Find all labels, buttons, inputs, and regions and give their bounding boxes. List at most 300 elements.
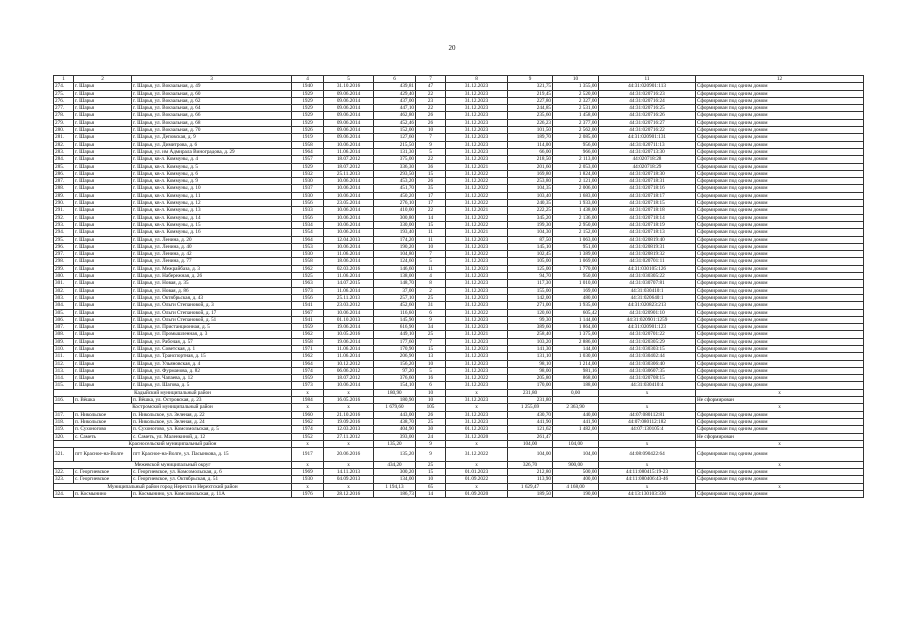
table-row	[54, 316, 864, 323]
table-cell: 11.06.2014	[324, 287, 374, 294]
table-cell: 2 113,00	[553, 156, 599, 163]
subtotal-cell: x	[446, 440, 508, 447]
table-row	[54, 367, 864, 374]
table-cell: 1940	[292, 83, 324, 90]
table-cell: 389,60	[508, 324, 553, 331]
table-cell: 1964	[292, 236, 324, 243]
table-row	[54, 119, 864, 126]
table-row	[54, 476, 864, 483]
table-cell: п. Никольское	[74, 418, 132, 425]
table-cell: 31.12.2023	[446, 382, 508, 389]
table-cell: 44:31:030410:4	[599, 382, 696, 389]
table-cell: 441,90	[553, 418, 599, 425]
table-cell: 44:31:020718:15	[599, 200, 696, 207]
table-cell: Сформирован под одним домом	[696, 178, 864, 185]
table-row	[54, 309, 864, 316]
table-cell: Сформирован под одним домом	[696, 448, 864, 462]
table-cell: 1929	[292, 105, 324, 112]
table-cell: г. Шарья, кв-л. Коммуны, д. 13	[132, 207, 292, 214]
table-cell: 279.	[54, 119, 74, 126]
table-cell: 31.12.2023	[446, 112, 508, 119]
table-cell: 25.11.2013	[324, 294, 374, 301]
table-cell: 44:31:020718:16	[599, 185, 696, 192]
table-cell: 1930	[292, 178, 324, 185]
table-cell: 87,50	[508, 236, 553, 243]
table-cell: 258,40	[508, 331, 553, 338]
table-cell: 31.12.2023	[446, 302, 508, 309]
header-cell: 2	[74, 76, 132, 83]
subtotal-cell: 135,20	[374, 440, 416, 447]
table-row	[54, 433, 864, 440]
table-cell: 1937	[292, 185, 324, 192]
table-row	[54, 490, 864, 497]
table-cell: 09.06.2014	[324, 97, 374, 104]
table-cell: 31.12.2023	[446, 97, 508, 104]
table-cell: 44:31:020716:25	[599, 105, 696, 112]
table-cell: 1 355,00	[553, 83, 599, 90]
table-cell: 336,30	[374, 163, 416, 170]
table-cell: Сформирован под одним домом	[696, 490, 864, 497]
table-row	[54, 141, 864, 148]
table-cell: 452,60	[374, 302, 416, 309]
subtotal-row	[54, 389, 864, 396]
table-cell: 447,10	[374, 105, 416, 112]
table-cell: 321.	[54, 448, 74, 462]
table-cell: Сформирован под одним домом	[696, 287, 864, 294]
table-cell: 104,80	[374, 251, 416, 258]
table-cell: 10.06.2014	[324, 214, 374, 221]
table-cell: 605,42	[553, 309, 599, 316]
table-cell: 1925	[292, 273, 324, 280]
table-cell: 10.05.2016	[324, 331, 374, 338]
table-cell: 1962	[292, 265, 324, 272]
header-cell: 6	[374, 76, 416, 83]
table-cell: с. Георгиевское, ул. Комсомольская, д. 6	[132, 469, 292, 476]
table-cell: Сформирован под одним домом	[696, 294, 864, 301]
table-cell: Сформирован под одним домом	[696, 207, 864, 214]
table-cell: 44:31:020701:11	[599, 258, 696, 265]
table-cell: 44:31:020823:213	[599, 302, 696, 309]
table-row	[54, 287, 864, 294]
table-cell: 205,80	[508, 375, 553, 382]
subtotal-cell: x	[446, 483, 508, 490]
table-cell: 31.12.2022	[446, 251, 508, 258]
table-cell: 31.12.2022	[446, 185, 508, 192]
table-cell: г. Шарья, ул. Шагова, д. 5	[132, 382, 292, 389]
table-cell: 1953	[292, 243, 324, 250]
table-cell: Сформирован под одним домом	[696, 280, 864, 287]
table-cell: 450,20	[374, 192, 416, 199]
table-cell: 44:31:030410:1	[599, 287, 696, 294]
table-cell: 215,50	[374, 141, 416, 148]
table-cell: 1 375,00	[553, 331, 599, 338]
table-cell	[553, 397, 599, 404]
table-cell: 345,20	[508, 214, 553, 221]
table-cell: 1 030,00	[553, 353, 599, 360]
table-cell: Сформирован под одним домом	[696, 170, 864, 177]
table-cell: 31.12.2023	[446, 141, 508, 148]
table-cell: 44:31:030402:44	[599, 353, 696, 360]
table-cell: 2 950,00	[553, 221, 599, 228]
table-cell: 25.11.2013	[324, 170, 374, 177]
district-title: Муниципальный район город Нерехта и Нерехтский район	[54, 483, 292, 490]
table-cell: 281.	[54, 134, 74, 141]
table-cell: 01.10.2013	[324, 316, 374, 323]
table-cell: г. Шарья, ул. Набережная, д. 26	[132, 273, 292, 280]
subtotal-row	[54, 461, 864, 468]
table-cell: 01.01.2023	[446, 469, 508, 476]
table-cell: 36	[416, 163, 446, 170]
table-cell: Сформирован под одним домом	[696, 185, 864, 192]
table-cell: 10.06.2014	[324, 192, 374, 199]
table-cell: 2 531,00	[553, 105, 599, 112]
table-cell: г. Шарья, ул. Новая, д. 35	[132, 280, 292, 287]
table-cell: 452,46	[374, 119, 416, 126]
table-cell: 31.12.2023	[446, 243, 508, 250]
table-cell: 138,00	[374, 273, 416, 280]
table-cell: г. Шарья, ул. Ольги Степановой, д. 3	[132, 302, 292, 309]
table-cell: Сформирован под одним домом	[696, 418, 864, 425]
table-cell: 5	[416, 258, 446, 265]
table-row	[54, 294, 864, 301]
table-cell: г. Шарья	[74, 302, 132, 309]
table-cell: 1958	[292, 258, 324, 265]
table-cell: 6	[416, 382, 446, 389]
table-cell: г. Шарья	[74, 105, 132, 112]
table-cell: 31.12.2023	[446, 148, 508, 155]
table-cell: 10.06.2014	[324, 141, 374, 148]
table-cell: 316.	[54, 397, 74, 404]
table-cell: 285.	[54, 163, 74, 170]
table-cell: 31.12.2022	[446, 192, 508, 199]
table-row	[54, 134, 864, 141]
table-cell: 31.12.2022	[446, 200, 508, 207]
table-cell: 25	[416, 294, 446, 301]
table-cell: 282.	[54, 141, 74, 148]
table-cell: г. Шарья, ул. Димитрова, д. 6	[132, 141, 292, 148]
table-cell: 2 886,00	[553, 338, 599, 345]
table-cell: 1971	[292, 345, 324, 352]
table-cell: 956,00	[553, 141, 599, 148]
subtotal-cell: 104,00	[508, 440, 553, 447]
subtotal-cell: 2 363,90	[553, 404, 599, 411]
table-cell: 438,70	[374, 418, 416, 425]
table-cell: 451,70	[374, 185, 416, 192]
table-cell: 44:07:080112:182	[599, 418, 696, 425]
table-cell: г. Шарья	[74, 221, 132, 228]
table-cell: Сформирован под одним домом	[696, 345, 864, 352]
table-cell: 44:31:020718:19	[599, 221, 696, 228]
table-cell: 302.	[54, 287, 74, 294]
table-cell: 290.	[54, 200, 74, 207]
table-cell: г. Шарья	[74, 163, 132, 170]
table-cell: г. Шарья, ул. Новая, д. 86	[132, 287, 292, 294]
table-cell: 7	[416, 338, 446, 345]
table-cell: г. Шарья, ул. Октябрьская, д. 43	[132, 294, 292, 301]
subtotal-cell: x	[599, 404, 696, 411]
table-cell	[553, 433, 599, 440]
subtotal-cell: x	[599, 440, 696, 447]
table-cell: г. Шарья, ул. Ленина, д. 40	[132, 243, 292, 250]
table-row	[54, 280, 864, 287]
table-cell: 404,90	[374, 426, 416, 433]
table-cell: г. Шарья, ул. Ольги Степановой, д. 51	[132, 316, 292, 323]
table-cell: 295.	[54, 236, 74, 243]
table-cell: 101,50	[508, 127, 553, 134]
table-cell: 981,16	[553, 367, 599, 374]
table-cell: г. Шарья	[74, 375, 132, 382]
table-row	[54, 469, 864, 476]
table-cell: 10	[416, 127, 446, 134]
table-cell: 2 520,00	[553, 90, 599, 97]
table-cell: 15	[416, 221, 446, 228]
table-cell: п. Никольское	[74, 411, 132, 418]
table-cell: 44:31:020716:24	[599, 97, 696, 104]
table-cell: 145,10	[508, 243, 553, 250]
table-cell: г. Шарья	[74, 112, 132, 119]
table-cell: 170,00	[508, 382, 553, 389]
subtotal-cell: 1 679,60	[374, 404, 416, 411]
table-cell: 1929	[292, 119, 324, 126]
table-row	[54, 324, 864, 331]
table-cell: 2 085,00	[553, 134, 599, 141]
header-cell: 1	[54, 76, 74, 83]
table-cell: 288.	[54, 185, 74, 192]
table-cell: г. Шарья	[74, 178, 132, 185]
subtotal-cell: 9	[416, 440, 446, 447]
table-cell: 31.12.2023	[446, 236, 508, 243]
table-cell: 253,80	[508, 178, 553, 185]
table-cell: 1956	[292, 214, 324, 221]
table-cell: 951,00	[553, 243, 599, 250]
table-cell: 120,60	[508, 309, 553, 316]
table-cell: г. Шарья, кв-л. Коммуны, д. 6	[132, 170, 292, 177]
table-cell: 117,30	[508, 280, 553, 287]
table-cell: Сформирован под одним домом	[696, 156, 864, 163]
table-cell: 10.06.2014	[324, 185, 374, 192]
table-cell: 453,20	[374, 178, 416, 185]
table-cell: 284.	[54, 156, 74, 163]
table-cell: г. Шарья, кв-л. Коммуны, д. 10	[132, 185, 292, 192]
table-cell: 170,90	[374, 345, 416, 352]
table-cell: п. Никольское, ул. Зеленая, д. 22	[132, 411, 292, 418]
table-cell: 7	[416, 251, 446, 258]
table-cell: 190,20	[374, 243, 416, 250]
table-cell: 44:31:020711:13	[599, 141, 696, 148]
table-cell: 145,90	[374, 316, 416, 323]
table-cell: 322.	[54, 469, 74, 476]
table-cell: 103,40	[508, 192, 553, 199]
table-cell: 10.06.2014	[324, 382, 374, 389]
district-title: Костромской муниципальный район	[54, 404, 292, 411]
table-cell: г. Шарья	[74, 360, 132, 367]
table-cell: 31.12.2023	[446, 360, 508, 367]
table-cell: 154,10	[374, 382, 416, 389]
table-cell: 257,10	[374, 294, 416, 301]
table-cell: 480,00	[553, 294, 599, 301]
subtotal-cell: x	[599, 461, 696, 468]
table-row	[54, 382, 864, 389]
table-cell: 14.07.2015	[324, 280, 374, 287]
table-cell: г. Шарья, ул. Вокзальная, д. 68	[132, 119, 292, 126]
table-cell: 31.12.2023	[446, 353, 508, 360]
table-cell: 13	[416, 353, 446, 360]
table-row	[54, 338, 864, 345]
table-cell: 16	[416, 375, 446, 382]
table-cell: 1 063,00	[553, 236, 599, 243]
table-cell: 125,00	[508, 265, 553, 272]
table-cell: 94,70	[508, 273, 553, 280]
table-cell: г. Шарья	[74, 294, 132, 301]
subtotal-cell: x	[292, 440, 324, 447]
table-cell: 97,20	[374, 367, 416, 374]
table-cell: 12.03.2013	[324, 426, 374, 433]
table-cell: 44:07:080112:81	[599, 411, 696, 418]
table-row	[54, 243, 864, 250]
table-cell: 142,00	[508, 294, 553, 301]
table-cell: 330,00	[374, 221, 416, 228]
table-cell: 10.12.2012	[324, 360, 374, 367]
table-cell: 44:31:030305:22	[599, 273, 696, 280]
table-cell: с. Георгиевское, ул. Октябрьская, д. 51	[132, 476, 292, 483]
table-cell: 144,00	[553, 345, 599, 352]
table-cell: Сформирован под одним домом	[696, 353, 864, 360]
table-cell: 1957	[292, 156, 324, 163]
table-cell: г. Шарья	[74, 316, 132, 323]
table-cell: 34	[416, 324, 446, 331]
table-cell: 31.12.2023	[446, 411, 508, 418]
table-row	[54, 178, 864, 185]
table-cell: 244,85	[508, 105, 553, 112]
table-cell: 148,70	[374, 280, 416, 287]
table-cell: 2	[416, 287, 446, 294]
table-cell: 31.10.2016	[324, 83, 374, 90]
table-cell: г. Шарья, кв-л. Коммуны, д. 4	[132, 156, 292, 163]
table-cell: 1973	[292, 382, 324, 389]
table-cell: 219,45	[508, 90, 553, 97]
subtotal-cell: 4 168,00	[553, 483, 599, 490]
district-title: Кадыйский муниципальный район	[54, 389, 292, 396]
table-cell: 286.	[54, 170, 74, 177]
table-cell: 186,73	[374, 490, 416, 497]
table-cell: 313.	[54, 367, 74, 374]
table-cell: Сформирован под одним домом	[696, 338, 864, 345]
table-cell: 276,10	[374, 200, 416, 207]
table-cell: 44:31:020716:26	[599, 112, 696, 119]
table-cell: 17	[416, 192, 446, 199]
table-cell: г. Шарья	[74, 119, 132, 126]
table-cell: 44:31:030306:40	[599, 360, 696, 367]
table-cell: 449,10	[374, 331, 416, 338]
table-cell: 278.	[54, 112, 74, 119]
table-cell: г. Шарья, ул. Вокзальная, д. 70	[132, 127, 292, 134]
table-cell: 44:13:130103:336	[599, 490, 696, 497]
table-row	[54, 331, 864, 338]
table-cell: 30	[416, 426, 446, 433]
table-cell: 31.12.2022	[446, 214, 508, 221]
table-cell: 102,45	[508, 251, 553, 258]
table-cell: Сформирован под одним домом	[696, 214, 864, 221]
table-cell: 2 327,00	[553, 97, 599, 104]
table-cell: 310.	[54, 345, 74, 352]
table-cell: 193,40	[374, 229, 416, 236]
table-cell: 462,80	[374, 112, 416, 119]
table-cell: Сформирован под одним домом	[696, 426, 864, 433]
table-cell: 31.12.2022	[446, 221, 508, 228]
subtotal-cell: 25	[416, 461, 446, 468]
table-cell: 10.06.2014	[324, 243, 374, 250]
table-cell: 11.06.2014	[324, 251, 374, 258]
table-cell: Сформирован под одним домом	[696, 97, 864, 104]
table-cell: 1960	[292, 411, 324, 418]
table-cell: 23.05.2014	[324, 200, 374, 207]
table-cell: пгт Красное-на-Волге, ул. Пасынкова, д. 15	[132, 448, 292, 462]
table-cell: Сформирован под одним домом	[696, 251, 864, 258]
table-cell: Сформирован под одним домом	[696, 265, 864, 272]
table-cell: Сформирован под одним домом	[696, 382, 864, 389]
table-row	[54, 360, 864, 367]
table-cell: 308.	[54, 331, 74, 338]
table-cell: 1 214,00	[553, 360, 599, 367]
table-cell: 18.06.2014	[324, 258, 374, 265]
header-cell: 8	[446, 76, 508, 83]
table-cell: 300,20	[374, 469, 416, 476]
table-cell: 1929	[292, 112, 324, 119]
table-cell: 10.06.2014	[324, 309, 374, 316]
table-cell: п. Никольское, ул. Зеленая, д. 24	[132, 418, 292, 425]
table-cell: 10.06.2014	[324, 207, 374, 214]
table-cell: 8	[416, 280, 446, 287]
table-cell: 293.	[54, 221, 74, 228]
table-cell: 324.	[54, 490, 74, 497]
table-cell: 10	[416, 243, 446, 250]
table-cell: г. Шарья, ул. Промышленная, д. 3	[132, 331, 292, 338]
table-cell: 174,20	[374, 236, 416, 243]
table-cell: 201,60	[508, 163, 553, 170]
table-cell: Сформирован под одним домом	[696, 236, 864, 243]
table-cell: 44:31:020718:13	[599, 229, 696, 236]
table-cell: 104,00	[508, 448, 553, 462]
table-cell: 1974	[292, 367, 324, 374]
table-cell: 291.	[54, 207, 74, 214]
table-cell: Сформирован под одним домом	[696, 375, 864, 382]
table-cell: 218,50	[508, 156, 553, 163]
table-cell: 19.06.2014	[324, 324, 374, 331]
table-cell: 31.12.2023	[446, 367, 508, 374]
table-cell: 1956	[292, 294, 324, 301]
table-cell: 226,23	[508, 119, 553, 126]
table-cell: 09.06.2014	[324, 105, 374, 112]
table-cell: 189,50	[508, 490, 553, 497]
subtotal-cell: x	[696, 389, 864, 396]
table-cell: 199,30	[508, 221, 553, 228]
table-cell: 98,00	[508, 367, 553, 374]
table-cell: 10	[416, 360, 446, 367]
table-cell: 31.12.2023	[446, 397, 508, 404]
table-cell: 2 136,00	[553, 214, 599, 221]
table-cell: 114,00	[508, 141, 553, 148]
table-cell: 287.	[54, 178, 74, 185]
table-cell: 31.12.2021	[446, 229, 508, 236]
table-cell: 190,00	[553, 490, 599, 497]
table-cell: 26	[416, 411, 446, 418]
table-cell: 189,70	[508, 134, 553, 141]
table-cell: 44:11:080406:43-46	[599, 476, 696, 483]
table-cell: 400,00	[553, 476, 599, 483]
table-cell: 31.12.2023	[446, 134, 508, 141]
table-cell: 5	[416, 367, 446, 374]
table-cell: 31.12.2022	[446, 448, 508, 462]
